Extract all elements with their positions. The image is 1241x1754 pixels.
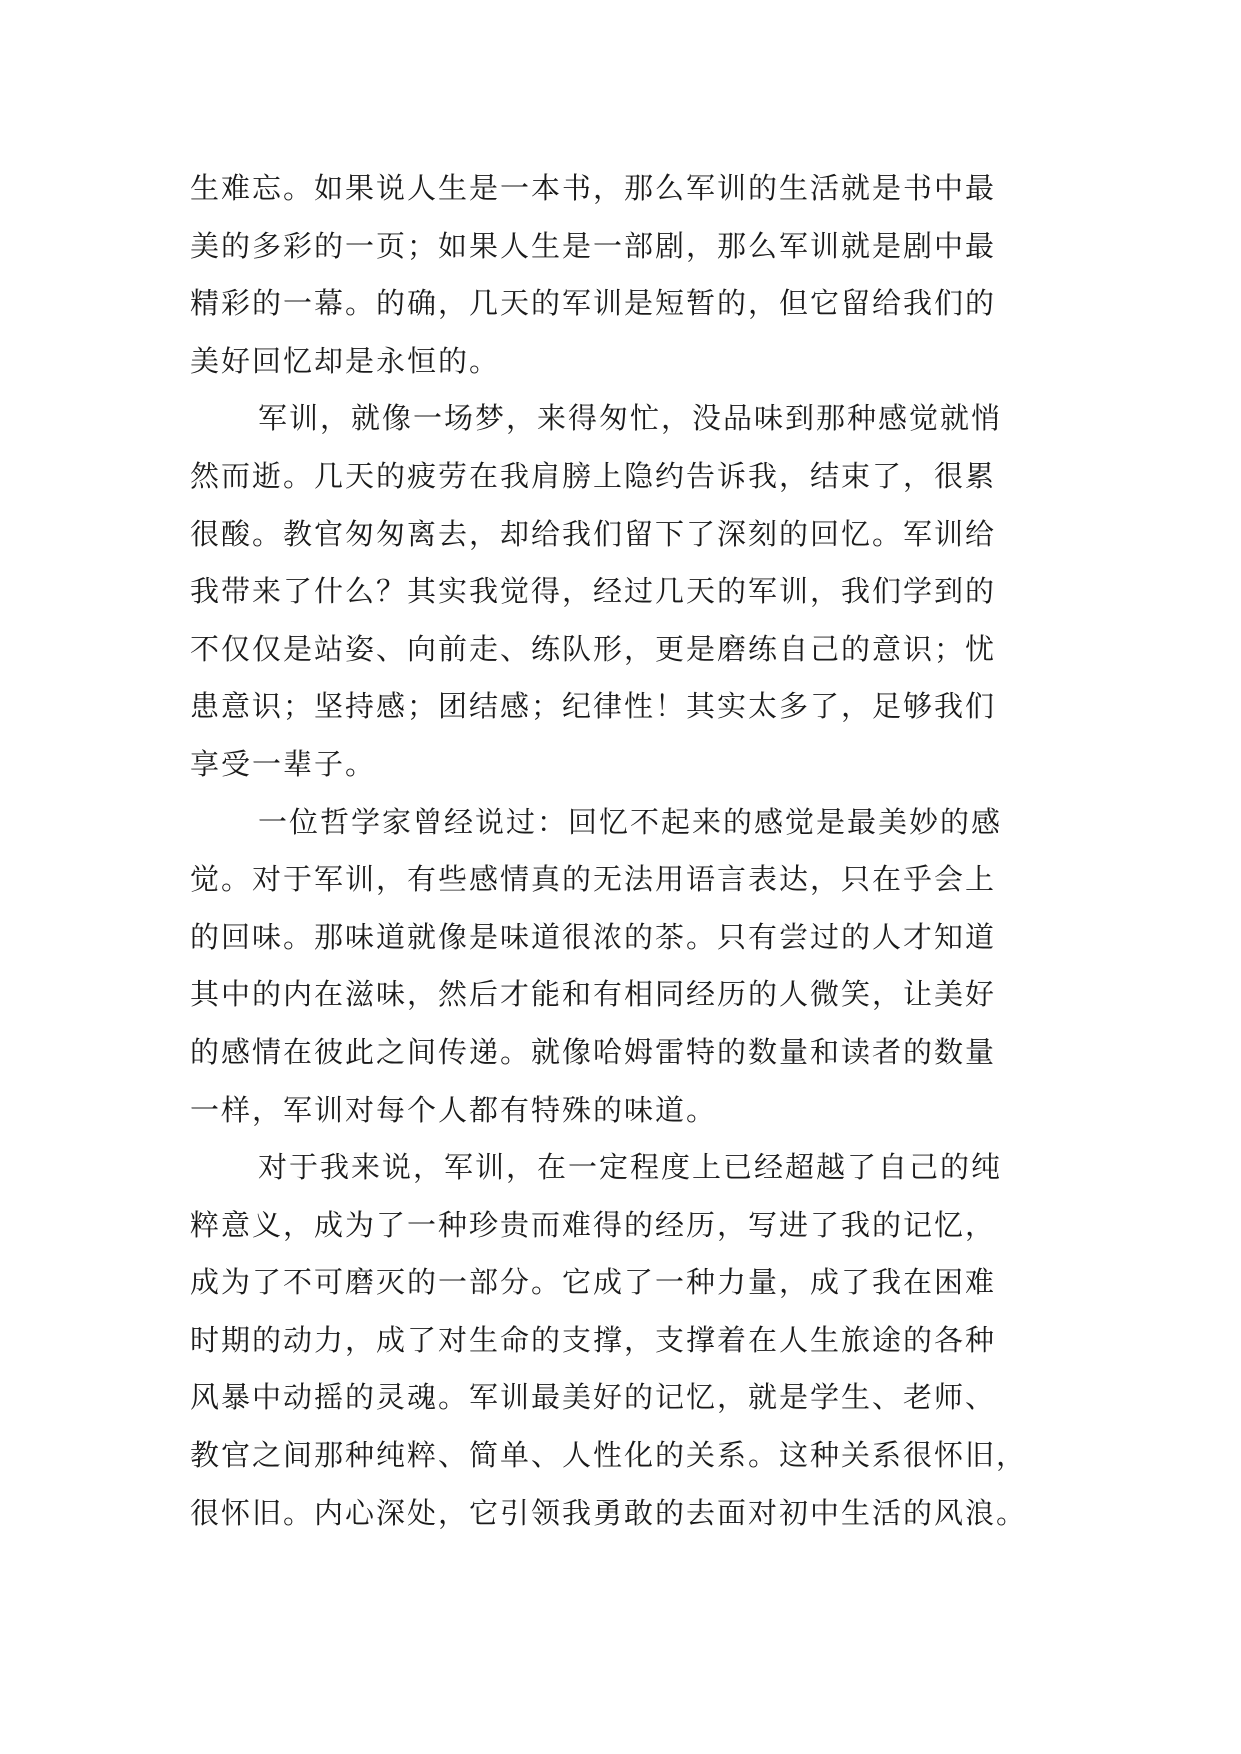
- text-line: 教官之间那种纯粹、简单、人性化的关系。这种关系很怀旧，: [190, 1438, 1028, 1473]
- text-line: 时期的动力，成了对生命的支撑，支撑着在人生旅途的各种: [190, 1322, 997, 1357]
- text-line: 不仅仅是站姿、向前走、练队形，更是磨练自己的意识；忧: [190, 631, 997, 666]
- text-line: 觉。对于军训，有些感情真的无法用语言表达，只在乎会上: [190, 862, 997, 897]
- text-line: 的回味。那味道就像是味道很浓的茶。只有尝过的人才知道: [190, 919, 997, 954]
- text-line: 的感情在彼此之间传递。就像哈姆雷特的数量和读者的数量: [190, 1034, 997, 1069]
- text-line: 然而逝。几天的疲劳在我肩膀上隐约告诉我，结束了，很累: [190, 458, 997, 493]
- text-line: 我带来了什么？其实我觉得，经过几天的军训，我们学到的: [190, 574, 997, 609]
- text-line: 美的多彩的一页；如果人生是一部剧，那么军训就是剧中最: [190, 228, 997, 263]
- text-line: 对于我来说，军训，在一定程度上已经超越了自己的纯: [258, 1150, 1003, 1185]
- text-line: 一样，军训对每个人都有特殊的味道。: [190, 1092, 718, 1127]
- text-line: 粹意义，成为了一种珍贵而难得的经历，写进了我的记忆，: [190, 1207, 997, 1242]
- text-line: 患意识；坚持感；团结感；纪律性！其实太多了，足够我们: [190, 689, 997, 724]
- text-line: 风暴中动摇的灵魂。军训最美好的记忆，就是学生、老师、: [190, 1380, 997, 1415]
- text-line: 成为了不可磨灭的一部分。它成了一种力量，成了我在困难: [190, 1265, 997, 1300]
- text-line: 精彩的一幕。的确，几天的军训是短暂的，但它留给我们的: [190, 286, 997, 321]
- text-line: 其中的内在滋味，然后才能和有相同经历的人微笑，让美好: [190, 977, 997, 1012]
- text-line: 美好回忆却是永恒的。: [190, 343, 501, 378]
- text-line: 生难忘。如果说人生是一本书，那么军训的生活就是书中最: [190, 171, 997, 205]
- body-text: [190, 160, 1070, 1542]
- text-line: 军训，就像一场梦，来得匆忙，没品味到那种感觉就悄: [258, 401, 1003, 436]
- text-line: 很酸。教官匆匆离去，却给我们留下了深刻的回忆。军训给: [190, 516, 997, 551]
- text-line: 享受一辈子。: [190, 746, 377, 781]
- text-line: 很怀旧。内心深处，它引领我勇敢的去面对初中生活的风浪。: [190, 1495, 1028, 1530]
- text-line: 一位哲学家曾经说过：回忆不起来的感觉是最美妙的感: [258, 804, 1003, 839]
